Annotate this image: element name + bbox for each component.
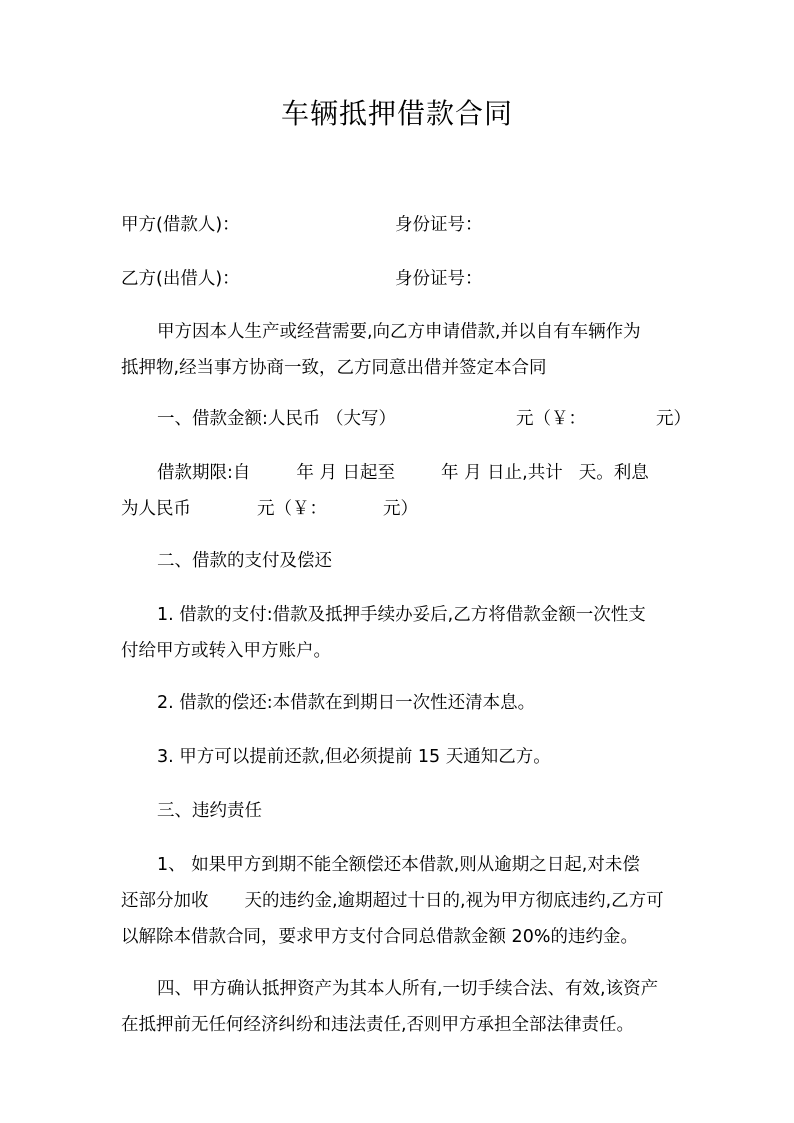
breach-penalty-text: 天的违约金,逾期超过十日的,视为甲方彻底违约,乙方可 (244, 891, 664, 911)
term-from-label: 借款期限:自 (157, 463, 251, 483)
section-4-paragraph (121, 971, 691, 1043)
breach-line-3: 以解除本借款合同，要求甲方支付合同总借款金额 20%的违约金。 (121, 927, 638, 947)
intro-line-2: 抵押物,经当事方协商一致，乙方同意出借并签定本合同 (121, 358, 547, 378)
breach-line-2 (121, 883, 691, 919)
intro-line-1: 甲方因本人生产或经营需要,向乙方申请借款,并以自有车辆作为 (157, 322, 641, 342)
interest-label: 为人民币 (121, 499, 191, 519)
party-b-id-label: 身份证号： (395, 269, 483, 289)
amount-close: 元） (655, 409, 691, 429)
early-repayment-line: 3. 甲方可以提前还款,但必须提前 15 天通知乙方。 (157, 747, 551, 767)
breach-surcharge-label: 还部分加收 (121, 891, 209, 911)
payment-paragraph (121, 597, 691, 669)
party-a-label: 甲方(借款人)： (121, 215, 240, 235)
loan-term-paragraph (121, 455, 691, 527)
page-title: 车辆抵押借款合同 (280, 97, 513, 130)
section-3-heading: 三、违约责任 (157, 801, 262, 821)
section-4-line-2: 在抵押前无任何经济纠纷和违法责任,否则甲方承担全部法律责任。 (121, 1015, 635, 1035)
term-end-date-label: 年 月 日止,共计 (441, 463, 563, 483)
term-start-date-label: 年 月 日起至 (296, 463, 396, 483)
amount-prefix: 一、借款金额:人民币 （大写） (157, 409, 396, 429)
section-2-heading: 二、借款的支付及偿还 (157, 551, 332, 571)
breach-paragraph (121, 847, 691, 955)
loan-amount-line (121, 401, 691, 437)
amount-yuan-label: 元（￥： (515, 409, 586, 429)
repayment-line: 2. 借款的偿还:本借款在到期日一次性还清本息。 (157, 693, 536, 713)
interest-close: 元） (383, 499, 418, 519)
intro-paragraph (121, 314, 691, 386)
term-line-1 (121, 455, 691, 491)
breach-line-1: 1、 如果甲方到期不能全额偿还本借款,则从逾期之日起,对未偿 (157, 855, 640, 875)
section-4-line-1: 四、甲方确认抵押资产为其本人所有,一切手续合法、有效,该资产 (157, 979, 659, 999)
payment-line-1: 1. 借款的支付:借款及抵押手续办妥后,乙方将借款金额一次性支 (157, 605, 646, 625)
payment-line-2: 付给甲方或转入甲方账户。 (121, 641, 331, 661)
party-b-label: 乙方(出借人)： (121, 269, 240, 289)
party-a-id-label: 身份证号： (395, 215, 483, 235)
term-days-label: 天。利息 (578, 463, 649, 483)
term-line-2 (121, 491, 691, 527)
interest-yuan-label: 元（￥： (257, 499, 327, 519)
